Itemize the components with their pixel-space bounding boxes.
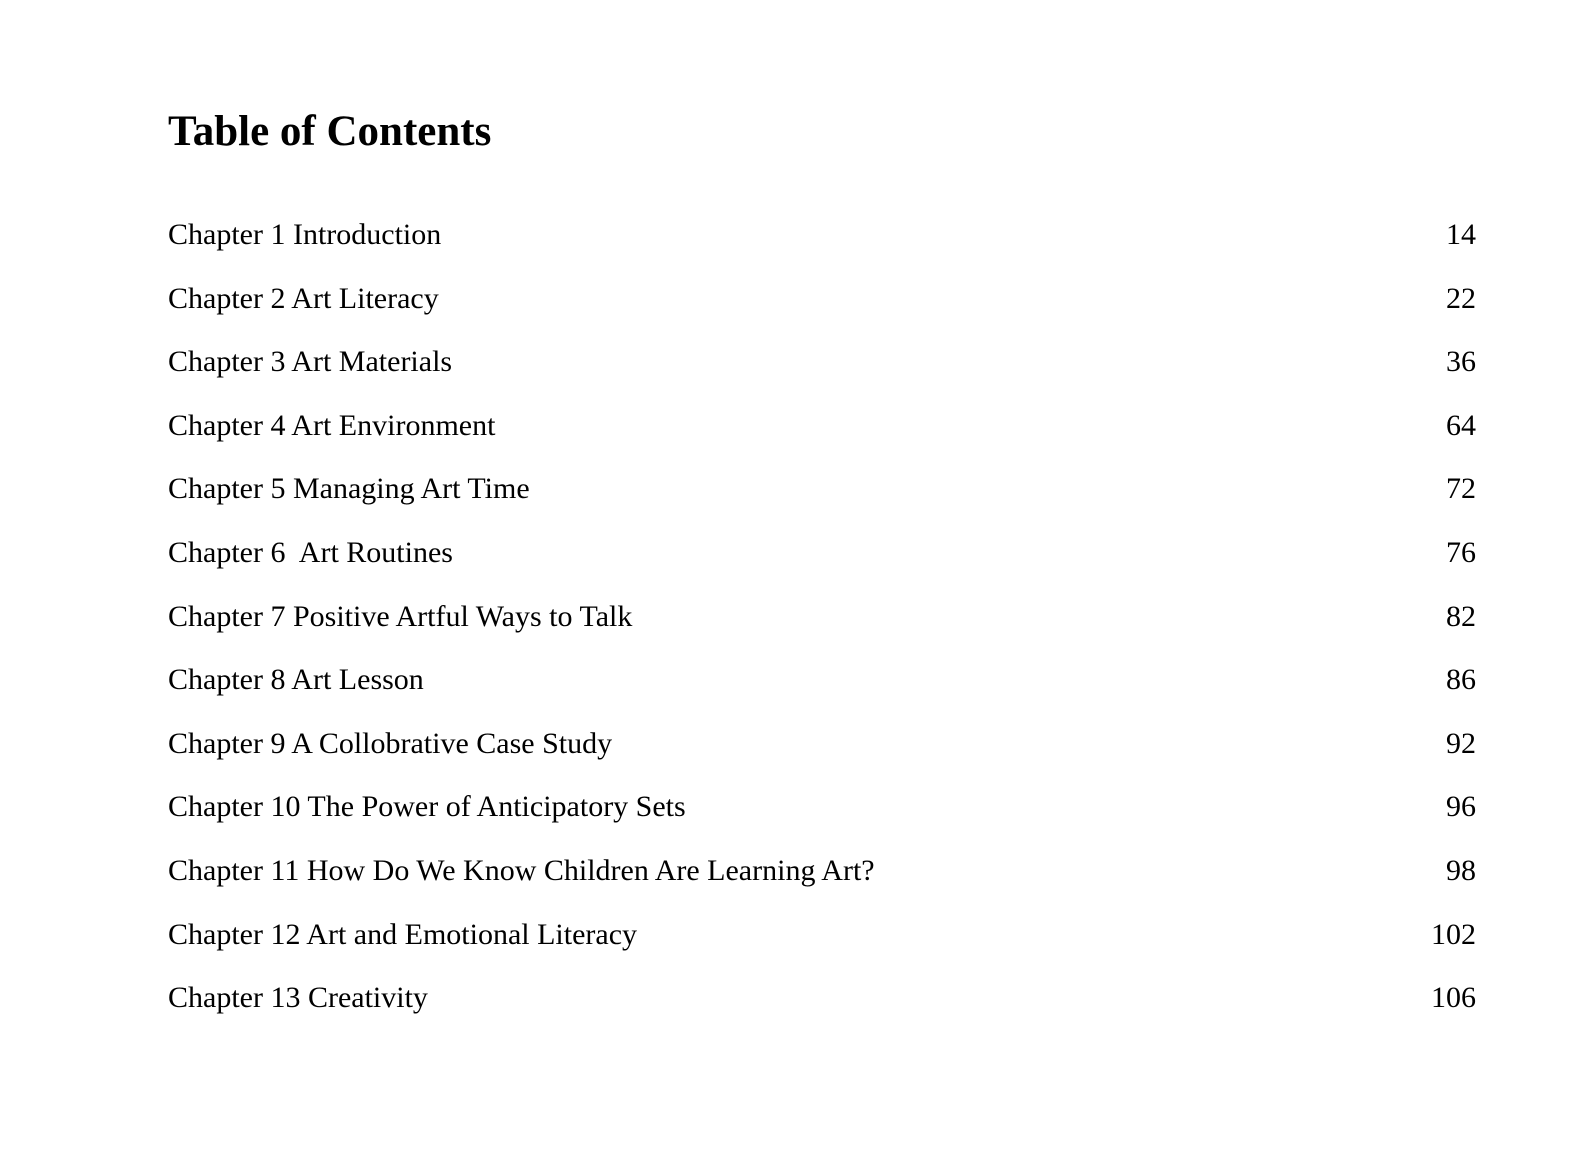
toc-entry-label: Chapter 8 Art Lesson bbox=[168, 663, 424, 697]
toc-entry bbox=[168, 592, 1476, 656]
toc-list bbox=[168, 210, 1476, 1037]
toc-entry bbox=[168, 528, 1476, 592]
toc-entry bbox=[168, 910, 1476, 974]
toc-entry-page-number: 102 bbox=[1431, 917, 1476, 951]
toc-entry-page-number: 106 bbox=[1431, 981, 1476, 1015]
toc-entry-page-number: 96 bbox=[1446, 790, 1476, 824]
toc-entry-page-number: 82 bbox=[1446, 599, 1476, 633]
toc-entry-page-number: 92 bbox=[1446, 726, 1476, 760]
toc-entry-label: Chapter 4 Art Environment bbox=[168, 408, 496, 442]
toc-entry bbox=[168, 274, 1476, 338]
toc-entry-label: Chapter 9 A Collobrative Case Study bbox=[168, 726, 613, 760]
toc-entry-page-number: 86 bbox=[1446, 663, 1476, 697]
toc-entry bbox=[168, 337, 1476, 401]
toc-entry bbox=[168, 210, 1476, 274]
toc-entry-label: Chapter 13 Creativity bbox=[168, 981, 428, 1015]
toc-entry-label: Chapter 1 Introduction bbox=[168, 218, 442, 251]
toc-entry-page-number: 36 bbox=[1446, 345, 1476, 379]
page-title: Table of Contents bbox=[168, 108, 492, 155]
toc-entry-page-number: 72 bbox=[1446, 472, 1476, 506]
toc-entry-label: Chapter 3 Art Materials bbox=[168, 345, 453, 379]
toc-entry bbox=[168, 973, 1476, 1037]
toc-entry-page-number: 64 bbox=[1446, 408, 1476, 442]
toc-entry bbox=[168, 655, 1476, 719]
toc-entry-label: Chapter 7 Positive Artful Ways to Talk bbox=[168, 599, 633, 633]
toc-entry-page-number: 98 bbox=[1446, 853, 1476, 887]
toc-entry bbox=[168, 782, 1476, 846]
toc-entry-label: Chapter 11 How Do We Know Children Are Learning Art? bbox=[168, 853, 875, 887]
toc-entry bbox=[168, 719, 1476, 783]
toc-entry-page-number: 76 bbox=[1446, 535, 1476, 569]
toc-entry-page-number: 14 bbox=[1446, 218, 1476, 251]
toc-entry-label: Chapter 5 Managing Art Time bbox=[168, 472, 530, 506]
toc-entry-label: Chapter 10 The Power of Anticipatory Sets bbox=[168, 790, 686, 824]
toc-entry-label: Chapter 6 Art Routines bbox=[168, 535, 453, 569]
toc-entry bbox=[168, 846, 1476, 910]
toc-entry-label: Chapter 12 Art and Emotional Literacy bbox=[168, 917, 638, 951]
toc-entry bbox=[168, 401, 1476, 465]
toc-entry bbox=[168, 464, 1476, 528]
toc-entry-page-number: 22 bbox=[1446, 281, 1476, 315]
toc-entry-label: Chapter 2 Art Literacy bbox=[168, 281, 439, 315]
